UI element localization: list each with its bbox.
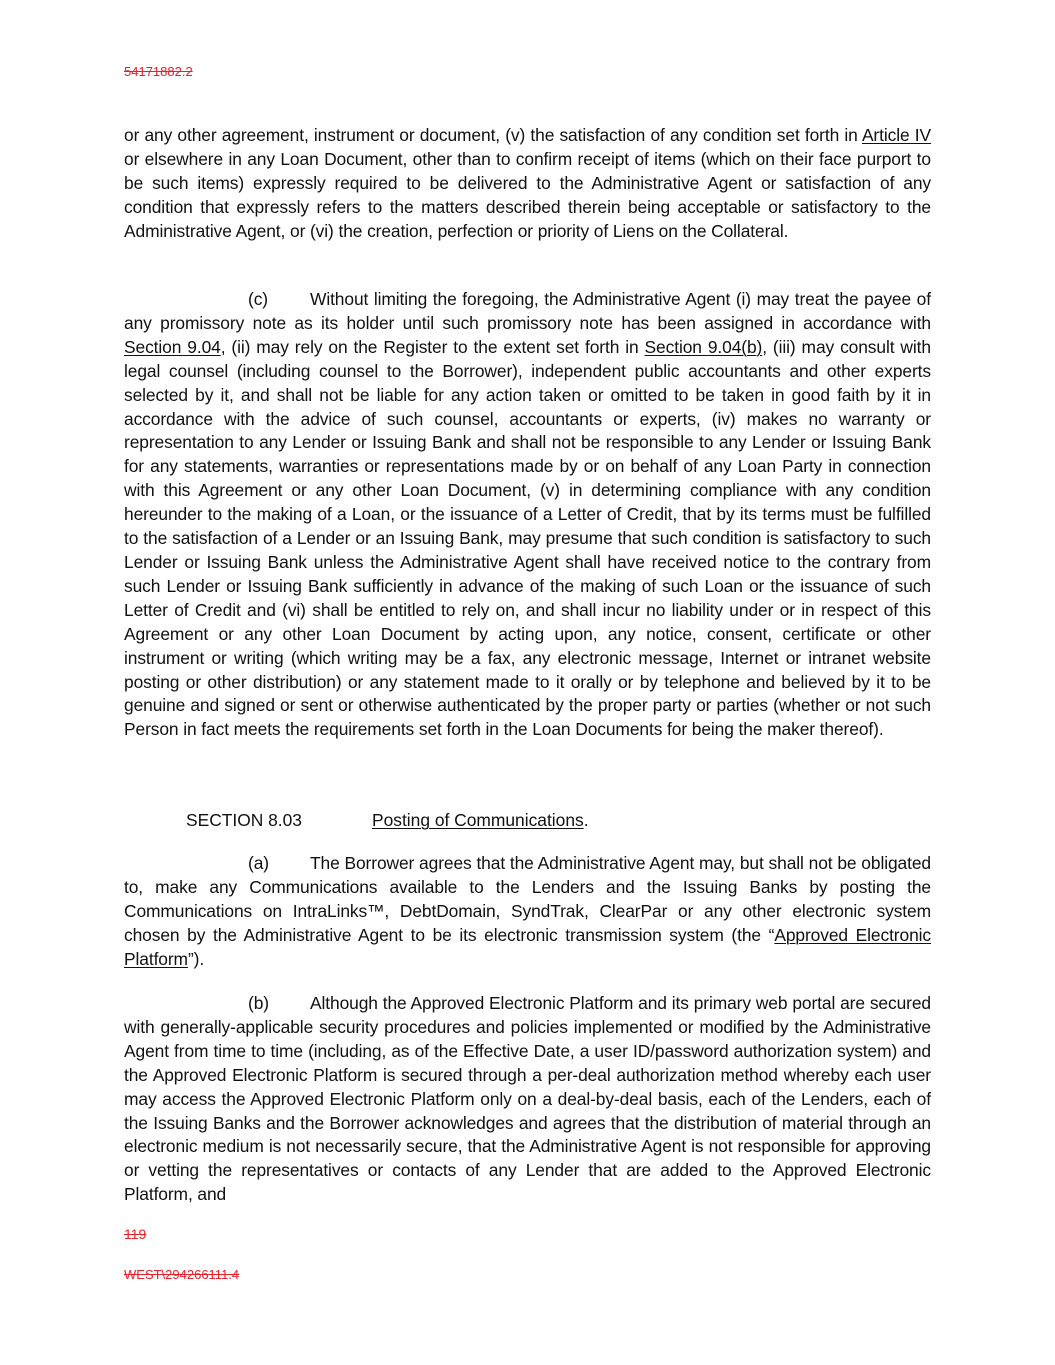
section-title-period: .	[583, 810, 589, 830]
clause-label: (c)	[248, 289, 268, 309]
footer-page-number: 119	[124, 1226, 147, 1242]
section-title: Posting of Communications	[372, 810, 584, 830]
paragraph-text: , (iii) may consult with legal counsel (including counsel to the Borrower), independent public accountants and other experts selected by it, and shall not be liable for any action taken or omitted to be taken in good faith by it in accordance with the advice of such counsel, accountants or experts, (iv) makes no warranty or representation to any Lender or Issuing Bank and shall not be responsible to any Lender or Issuing Bank for any statements, warranties or representations made by or on behalf of any Loan Party in connection with this Agreement or any other Loan Document, (v) in determining compliance with any condition hereunder to the making of a Loan, or the issuance of a Letter of Credit, that by its terms must be fulfilled to the satisfaction of a Lender or an Issuing Bank, may presume that such condition is satisfactory to such Lender or Issuing Bank unless the Administrative Agent shall have received notice to the contrary from such Lender or Issuing Bank sufficiently in advance of the making of such Loan or the issuance of such Letter of Credit and (vi) shall be entitled to rely on, and shall incur no liability under or in respect of this Agreement or any other Loan Document by acting upon, any notice, consent, certificate or other instrument or writing (which writing may be a fax, any electronic message, Internet or intranet website posting or other distribution) or any statement made to it orally or by telephone and believed by it to be genuine and signed or sent or otherwise authenticated by the proper party or parties (whether or not such Person in fact meets the requirements set forth in the Loan Documents for being the maker thereof).	[124, 336, 931, 740]
cross-reference-article-iv: Article IV	[861, 125, 931, 145]
paragraph-intro	[124, 124, 931, 244]
header-doc-number: 54171882.2	[124, 64, 193, 79]
clause-label: (b)	[248, 993, 269, 1013]
cross-reference-section-9-04b: Section 9.04(b)	[644, 336, 763, 357]
paragraph-text: or elsewhere in any Loan Document, other than to confirm receipt of items (which on their face purport to be such items) expressly required to be delivered to the Administrative Agent or satisfaction of any condition that expressly refers to the matters described therein being acceptable or satisfactory to the Administrative Agent, or (vi) the creation, perfection or priority of Liens on the Collateral.	[124, 148, 931, 241]
paragraph-text: The Borrower agrees that the Administrative Agent may, but shall not be obligated to, make any Communications available to the Lenders and the Issuing Banks by posting the Communications on IntraLinks™, DebtDomain, SyndTrak, ClearPar or any other electronic system chosen by the Administrative Agent to be its electronic transmission system (the “	[124, 853, 931, 945]
section-heading	[186, 809, 589, 833]
section-number: SECTION 8.03	[186, 810, 302, 830]
paragraph-b	[124, 992, 931, 1207]
paragraph-text: Without limiting the foregoing, the Administrative Agent (i) may treat the payee of any promissory note as its holder until such promissory note has been assigned in accordance with	[124, 289, 931, 333]
paragraph-c	[124, 288, 931, 742]
cross-reference-section-9-04: Section 9.04	[124, 336, 221, 357]
paragraph-a	[124, 852, 931, 972]
footer-doc-id: WEST\294266111.4	[124, 1267, 240, 1282]
clause-label: (a)	[248, 853, 269, 873]
paragraph-text: ”).	[187, 948, 205, 969]
paragraph-text: or any other agreement, instrument or document, (v) the satisfaction of any condition set forth in	[124, 125, 862, 145]
paragraph-text: , (ii) may rely on the Register to the extent set forth in	[220, 336, 645, 357]
defined-term: Approved Electronic Platform	[124, 924, 932, 969]
paragraph-text: Although the Approved Electronic Platform and its primary web portal are secured with generally-applicable security procedures and policies implemented or modified by the Administrative Agent from time to time (including, as of the Effective Date, a user ID/password authorization system) and the Approved Electronic Platform is secured through a per-deal authorization method whereby each user may access the Approved Electronic Platform only on a deal-by-deal basis, each of the Lenders, each of the Issuing Banks and the Borrower acknowledges and agrees that the distribution of material through an electronic medium is not necessarily secure, that the Administrative Agent is not responsible for approving or vetting the representatives or contacts of any Lender that are added to the Approved Electronic Platform, and	[124, 993, 931, 1205]
